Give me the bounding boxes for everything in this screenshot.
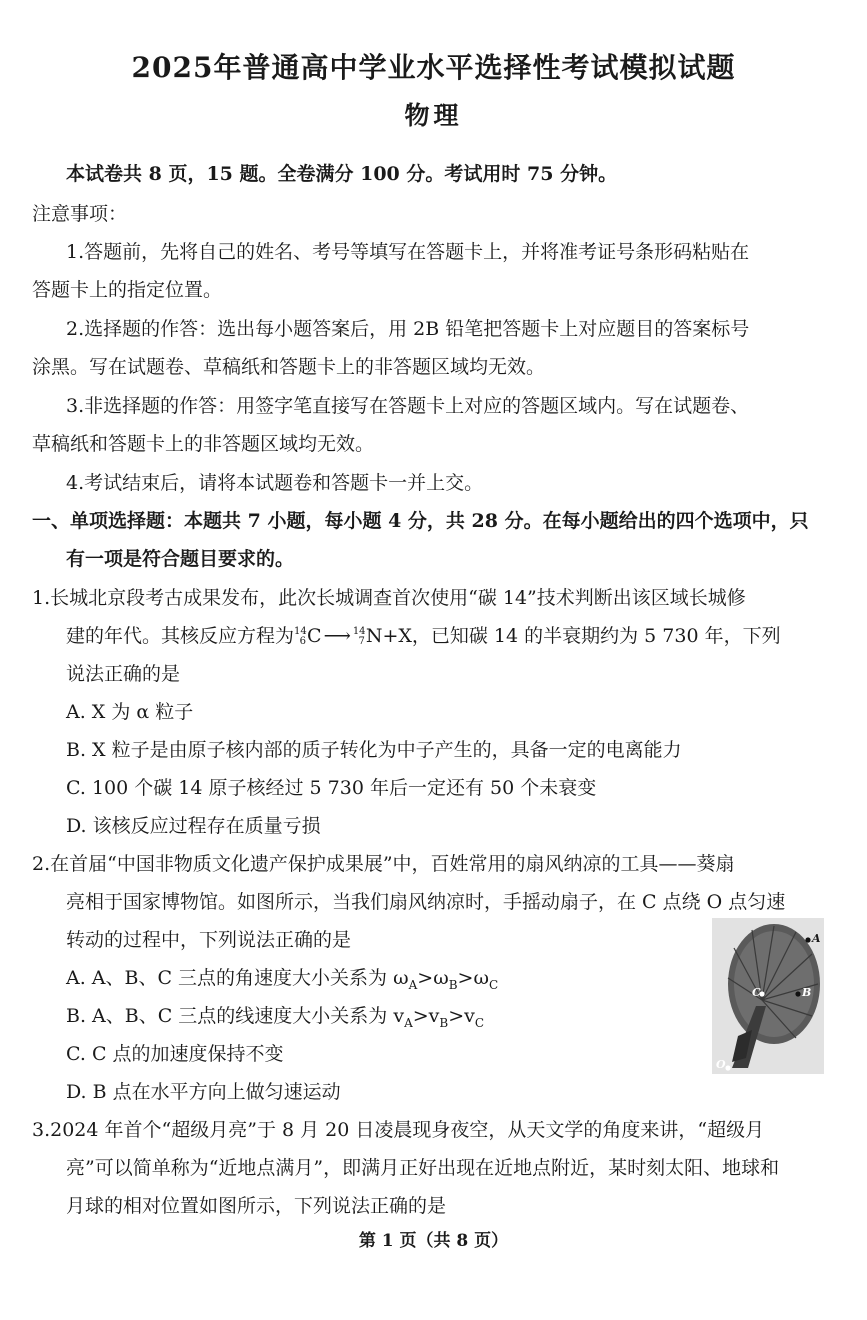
notice-item: 答题卡上的指定位置。 <box>32 279 223 301</box>
q1-stem-equation: 建的年代。其核反应方程为 14 6 C ⟶ 14 7 N+X，已知碳 14 的半衰期约为 5 730 年，下列 <box>66 625 781 647</box>
point-b-label: B <box>802 986 812 999</box>
page-footer: 第 1 页（共 8 页） <box>358 1231 509 1251</box>
fan-figure <box>712 918 824 1074</box>
q3-stem: 3.2024 年首个“超级月亮”于 8 月 20 日凌晨现身夜空，从天文学的角度来讲，“超级月 <box>32 1119 765 1141</box>
q3-stem: 月球的相对位置如图所示，下列说法正确的是 <box>66 1195 447 1217</box>
q2-option-d: D. B 点在水平方向上做匀速运动 <box>66 1081 341 1103</box>
notice-item: 1.答题前，先将自己的姓名、考号等填写在答题卡上，并将准考证号条形码粘贴在 <box>66 241 750 263</box>
n-nuclide-numbers: 14 7 <box>352 626 366 647</box>
reaction-arrow: ⟶ <box>323 625 351 647</box>
notice-item: 草稿纸和答题卡上的非答题区域均无效。 <box>32 433 375 455</box>
q1-option-a: A. X 为 α 粒子 <box>66 701 194 723</box>
q2-option-b: B. A、B、C 三点的线速度大小关系为 $v_A>v_B>v_C$ <box>66 1005 485 1030</box>
point-a-label: A <box>812 932 821 945</box>
q2-option-a: A. A、B、C 三点的角速度大小关系为 $\omega_A>\omega_B>\omega_C$ <box>66 967 499 992</box>
notice-item: 4.考试结束后，请将本试题卷和答题卡一并上交。 <box>66 472 484 494</box>
q1-option-d: D. 该核反应过程存在质量亏损 <box>66 815 321 837</box>
q1-option-b: B. X 粒子是由原子核内部的质子转化为中子产生的，具备一定的电离能力 <box>66 739 682 761</box>
notice-heading: 注意事项： <box>32 203 128 225</box>
q1-stem: 1.长城北京段考古成果发布，此次长城调查首次使用“碳 14”技术判断出该区域长城修 <box>32 587 746 609</box>
notice-item: 涂黑。写在试题卷、草稿纸和答题卡上的非答题区域均无效。 <box>32 356 546 378</box>
q2-stem: 2.在首届“中国非物质文化遗产保护成果展”中，百姓常用的扇风纳凉的工具——葵扇 <box>32 853 735 875</box>
q3-stem: 亮”可以简单称为“近地点满月”，即满月正好出现在近地点附近，某时刻太阳、地球和 <box>66 1157 780 1179</box>
section-heading-cont: 有一项是符合题目要求的。 <box>66 548 295 570</box>
notice-item: 2.选择题的作答：选出每小题答案后，用 2B 铅笔把答题卡上对应题目的答案标号 <box>66 318 750 340</box>
q1-stem: 说法正确的是 <box>66 663 181 685</box>
exam-title: 2025年普通高中学业水平选择性考试模拟试题 <box>131 51 736 84</box>
section-heading: 一、单项选择题：本题共 7 小题，每小题 4 分，共 28 分。在每小题给出的四个选项中，只 <box>32 510 809 532</box>
point-o-label: O <box>716 1058 726 1071</box>
exam-subject: 物理 <box>404 101 463 130</box>
q2-stem: 转动的过程中，下列说法正确的是 <box>66 929 352 951</box>
point-c-label: C <box>752 986 761 999</box>
q2-option-c: C. C 点的加速度保持不变 <box>66 1043 284 1065</box>
notice-item: 3.非选择题的作答：用签字笔直接写在答题卡上对应的答题区域内。写在试题卷、 <box>66 395 750 417</box>
c-nuclide-numbers: 14 6 <box>294 626 307 647</box>
exam-intro: 本试卷共 8 页，15 题。全卷满分 100 分。考试用时 75 分钟。 <box>66 163 618 185</box>
q2-stem: 亮相于国家博物馆。如图所示，当我们扇风纳凉时，手摇动扇子，在 C 点绕 O 点匀速 <box>66 891 786 913</box>
q1-option-c: C. 100 个碳 14 原子核经过 5 730 年后一定还有 50 个未衰变 <box>66 777 597 799</box>
